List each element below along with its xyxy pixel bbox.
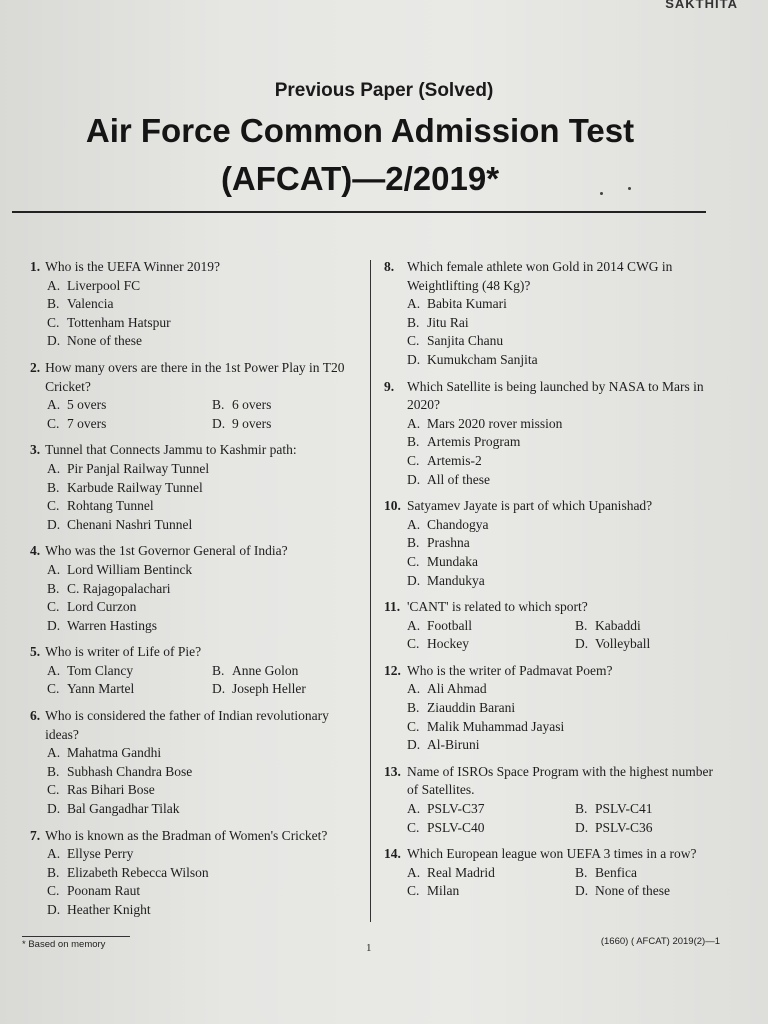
answer-option: [47, 277, 360, 296]
answer-option: [47, 882, 360, 901]
option-text: PSLV-C36: [595, 819, 653, 835]
question-number: 9.: [384, 378, 395, 394]
title-rule: [12, 211, 706, 213]
option-letter: C.: [47, 314, 60, 330]
option-text: Ellyse Perry: [67, 846, 134, 862]
option-letter: C.: [407, 553, 420, 569]
answer-option: [47, 864, 360, 883]
question-number: 13.: [384, 763, 401, 779]
answer-option: [47, 561, 360, 580]
option-text: Kabaddi: [595, 617, 641, 633]
option-letter: B.: [212, 662, 225, 678]
option-text: 6 overs: [232, 397, 272, 413]
option-letter: D.: [575, 883, 589, 899]
option-text: 5 overs: [67, 397, 107, 413]
question-item: [384, 662, 724, 755]
option-text: Elizabeth Rebecca Wilson: [67, 864, 209, 880]
option-text: Jitu Rai: [427, 314, 469, 330]
option-letter: C.: [47, 498, 60, 514]
question-text: Satyamev Jayate is part of which Upanishad?: [407, 498, 653, 514]
answer-option: [47, 744, 360, 763]
print-speck: [628, 187, 631, 190]
answer-option: [575, 882, 724, 901]
options-list: [384, 800, 724, 837]
answer-option: [47, 781, 360, 800]
option-letter: C.: [407, 333, 420, 349]
option-letter: A.: [47, 846, 61, 862]
option-letter: A.: [407, 415, 421, 431]
option-text: Liverpool FC: [67, 277, 141, 293]
question-text: Tunnel that Connects Jammu to Kashmir path:: [45, 442, 297, 458]
right-column: [384, 258, 724, 909]
question-item: [384, 845, 724, 901]
answer-option: [407, 332, 724, 351]
answer-option: [47, 314, 360, 333]
option-text: Valencia: [67, 296, 114, 312]
question-item: [384, 497, 724, 590]
options-list: [384, 295, 724, 369]
option-letter: C.: [407, 718, 420, 734]
option-letter: B.: [407, 314, 420, 330]
option-text: Milan: [427, 883, 460, 899]
column-divider: [370, 260, 371, 922]
option-text: Karbude Railway Tunnel: [67, 479, 203, 495]
answer-option: [47, 497, 360, 516]
question-number: 4.: [30, 543, 41, 559]
option-letter: B.: [575, 864, 588, 880]
option-letter: C.: [47, 415, 60, 431]
option-text: C. Rajagopalachari: [67, 580, 171, 596]
option-text: Al-Biruni: [427, 737, 480, 753]
option-letter: D.: [407, 572, 421, 588]
option-letter: D.: [407, 471, 421, 487]
option-text: Bal Gangadhar Tilak: [67, 801, 180, 817]
question-item: [30, 441, 360, 534]
option-text: Mahatma Gandhi: [67, 745, 162, 761]
option-letter: A.: [47, 561, 61, 577]
option-letter: D.: [47, 617, 61, 633]
options-list: [30, 561, 360, 635]
option-letter: B.: [407, 434, 420, 450]
question-text: 'CANT' is related to which sport?: [407, 599, 588, 615]
option-letter: C.: [47, 599, 60, 615]
page-number: 1: [366, 942, 372, 954]
answer-option: [407, 351, 724, 370]
options-list: [30, 277, 360, 351]
options-list: [30, 460, 360, 534]
question-number: 11.: [384, 599, 401, 615]
answer-option: [47, 901, 360, 920]
option-text: Heather Knight: [67, 902, 151, 917]
kicker-label: Previous Paper (Solved): [274, 80, 494, 101]
question-text: Who is the writer of Padmavat Poem?: [407, 662, 613, 678]
answer-option: [407, 415, 724, 434]
question-item: [30, 643, 360, 699]
page-title: Air Force Common Admission Test: [85, 112, 635, 149]
option-text: 7 overs: [67, 415, 107, 431]
answer-option: [407, 295, 724, 314]
answer-option: [575, 617, 724, 636]
option-letter: B.: [47, 763, 60, 779]
answer-option: [47, 763, 360, 782]
answer-option: [407, 516, 724, 535]
question-item: [30, 542, 360, 635]
question-item: [30, 827, 360, 920]
answer-option: [407, 314, 724, 333]
question-text: How many overs are there in the 1st Power Play in T20 Cricket?: [45, 359, 345, 394]
option-letter: A.: [47, 662, 61, 678]
option-letter: C.: [407, 819, 420, 835]
page-header-fragment: SAKTHITA: [665, 0, 738, 11]
answer-option: [212, 662, 360, 681]
question-text: Which European league won UEFA 3 times in a row?: [407, 846, 697, 862]
answer-option: [407, 452, 724, 471]
answer-option: [407, 699, 724, 718]
options-list: [384, 864, 724, 901]
option-text: PSLV-C40: [427, 819, 485, 835]
option-text: Mandukya: [427, 572, 485, 588]
option-letter: C.: [407, 636, 420, 652]
option-letter: C.: [407, 452, 420, 468]
answer-option: [407, 736, 724, 755]
option-text: PSLV-C41: [595, 801, 653, 817]
option-text: Lord Curzon: [67, 599, 137, 615]
question-text: Who is known as the Bradman of Women's Cricket?: [45, 827, 328, 843]
option-text: PSLV-C37: [427, 801, 485, 817]
question-item: [30, 258, 360, 351]
answer-option: [47, 617, 360, 636]
option-text: Rohtang Tunnel: [67, 498, 154, 514]
option-text: Joseph Heller: [232, 681, 306, 697]
question-text: Who was the 1st Governor General of India?: [45, 543, 288, 559]
question-text: Who is the UEFA Winner 2019?: [45, 259, 220, 274]
question-text: Who is considered the father of Indian revolutionary ideas?: [45, 708, 329, 742]
footnote: * Based on memory: [22, 939, 106, 950]
footnote-rule: [22, 936, 130, 937]
answer-option: [47, 580, 360, 599]
option-letter: C.: [407, 883, 420, 899]
option-letter: A.: [47, 745, 61, 761]
option-text: Lord William Bentinck: [67, 561, 193, 577]
answer-option: [575, 864, 724, 883]
option-text: All of these: [427, 471, 490, 487]
option-letter: A.: [47, 277, 61, 293]
answer-option: [407, 882, 575, 901]
option-text: Chandogya: [427, 516, 489, 532]
option-letter: B.: [407, 535, 420, 551]
option-letter: D.: [575, 636, 589, 652]
option-letter: D.: [47, 801, 61, 817]
question-text: Name of ISROs Space Program with the highest number of Satellites.: [407, 763, 713, 798]
answer-option: [47, 479, 360, 498]
option-text: Ras Bihari Bose: [67, 782, 155, 798]
option-text: Prashna: [427, 535, 470, 551]
question-number: 10.: [384, 498, 401, 514]
question-item: [384, 378, 724, 490]
answer-option: [407, 864, 575, 883]
option-text: Subhash Chandra Bose: [67, 763, 193, 779]
option-text: Tottenham Hatspur: [67, 314, 171, 330]
option-letter: A.: [407, 516, 421, 532]
print-speck: [600, 192, 603, 195]
question-item: [30, 359, 360, 433]
option-letter: D.: [47, 333, 61, 349]
option-text: Babita Kumari: [427, 296, 507, 312]
option-letter: B.: [47, 864, 60, 880]
question-item: [30, 707, 360, 819]
answer-option: [47, 460, 360, 479]
option-letter: B.: [47, 296, 60, 312]
answer-option: [47, 598, 360, 617]
answer-option: [407, 680, 724, 699]
answer-option: [407, 819, 575, 838]
answer-option: [212, 396, 360, 415]
options-list: [384, 680, 724, 754]
answer-option: [212, 680, 360, 699]
option-text: 9 overs: [232, 415, 272, 431]
answer-option: [407, 534, 724, 553]
option-text: Artemis Program: [427, 434, 521, 450]
option-text: Pir Panjal Railway Tunnel: [67, 460, 210, 476]
option-text: Anne Golon: [232, 662, 299, 678]
option-letter: D.: [407, 737, 421, 753]
option-letter: C.: [47, 782, 60, 798]
option-text: Football: [427, 617, 473, 633]
option-text: Volleyball: [595, 636, 651, 652]
option-letter: D.: [407, 351, 421, 367]
option-text: Ali Ahmad: [427, 681, 487, 697]
question-number: 8.: [384, 259, 395, 274]
question-number: 2.: [30, 359, 41, 375]
question-number: 6.: [30, 708, 41, 724]
option-text: Yann Martel: [67, 681, 135, 697]
option-text: Kumukcham Sanjita: [427, 351, 538, 367]
answer-option: [47, 516, 360, 535]
option-letter: D.: [47, 902, 61, 917]
question-text: Which Satellite is being launched by NASA to Mars in 2020?: [407, 378, 704, 413]
answer-option: [407, 635, 575, 654]
answer-option: [407, 553, 724, 572]
options-list: [30, 396, 360, 433]
options-list: [384, 617, 724, 654]
option-letter: A.: [47, 460, 61, 476]
option-letter: D.: [575, 819, 589, 835]
options-list: [384, 516, 724, 590]
paper-code: (1660) ( AFCAT) 2019(2)—1: [600, 936, 720, 947]
answer-option: [47, 680, 212, 699]
option-letter: D.: [212, 415, 226, 431]
option-letter: C.: [47, 883, 60, 899]
answer-option: [407, 572, 724, 591]
question-item: [384, 763, 724, 837]
question-item: [384, 258, 724, 370]
option-text: None of these: [595, 883, 670, 899]
options-list: [30, 744, 360, 818]
question-number: 12.: [384, 662, 401, 678]
option-letter: B.: [407, 700, 420, 716]
option-text: Chenani Nashri Tunnel: [67, 516, 193, 532]
option-letter: C.: [47, 681, 60, 697]
options-list: [384, 415, 724, 489]
question-number: 3.: [30, 442, 41, 458]
answer-option: [47, 396, 212, 415]
option-letter: A.: [47, 397, 61, 413]
option-text: Hockey: [427, 636, 469, 652]
option-text: Ziauddin Barani: [427, 700, 516, 716]
answer-option: [407, 471, 724, 490]
option-text: Warren Hastings: [67, 617, 158, 633]
question-number: 1.: [30, 259, 41, 274]
option-letter: D.: [212, 681, 226, 697]
option-letter: A.: [407, 617, 421, 633]
option-text: Malik Muhammad Jayasi: [427, 718, 565, 734]
question-text: Which female athlete won Gold in 2014 CWG in Weightlifting (48 Kg)?: [407, 259, 673, 293]
answer-option: [575, 800, 724, 819]
question-item: [384, 598, 724, 654]
option-letter: B.: [575, 801, 588, 817]
question-text: Who is writer of Life of Pie?: [45, 644, 202, 660]
option-text: Sanjita Chanu: [427, 333, 504, 349]
option-text: Poonam Raut: [67, 883, 141, 899]
option-text: Tom Clancy: [67, 662, 134, 678]
option-text: Mars 2020 rover mission: [427, 415, 563, 431]
answer-option: [575, 635, 724, 654]
option-text: None of these: [67, 333, 142, 349]
option-text: Mundaka: [427, 553, 478, 569]
left-column: [30, 258, 360, 928]
option-letter: A.: [407, 296, 421, 312]
answer-option: [407, 718, 724, 737]
option-letter: D.: [47, 516, 61, 532]
option-text: Benfica: [595, 864, 637, 880]
option-letter: A.: [407, 801, 421, 817]
question-number: 14.: [384, 846, 401, 862]
answer-option: [212, 415, 360, 434]
question-number: 7.: [30, 827, 41, 843]
options-list: [30, 662, 360, 699]
answer-option: [47, 415, 212, 434]
option-letter: B.: [212, 397, 225, 413]
option-letter: A.: [407, 681, 421, 697]
option-text: Artemis-2: [427, 452, 482, 468]
answer-option: [407, 617, 575, 636]
answer-option: [407, 800, 575, 819]
answer-option: [47, 662, 212, 681]
option-letter: B.: [575, 617, 588, 633]
option-letter: B.: [47, 479, 60, 495]
option-text: Real Madrid: [427, 864, 495, 880]
answer-option: [47, 332, 360, 351]
answer-option: [47, 295, 360, 314]
answer-option: [47, 845, 360, 864]
option-letter: B.: [47, 580, 60, 596]
answer-option: [407, 433, 724, 452]
answer-option: [575, 819, 724, 838]
page-subtitle: (AFCAT)—2/2019*: [220, 160, 500, 197]
options-list: [30, 845, 360, 919]
answer-option: [47, 800, 360, 819]
question-number: 5.: [30, 644, 41, 660]
option-letter: A.: [407, 864, 421, 880]
